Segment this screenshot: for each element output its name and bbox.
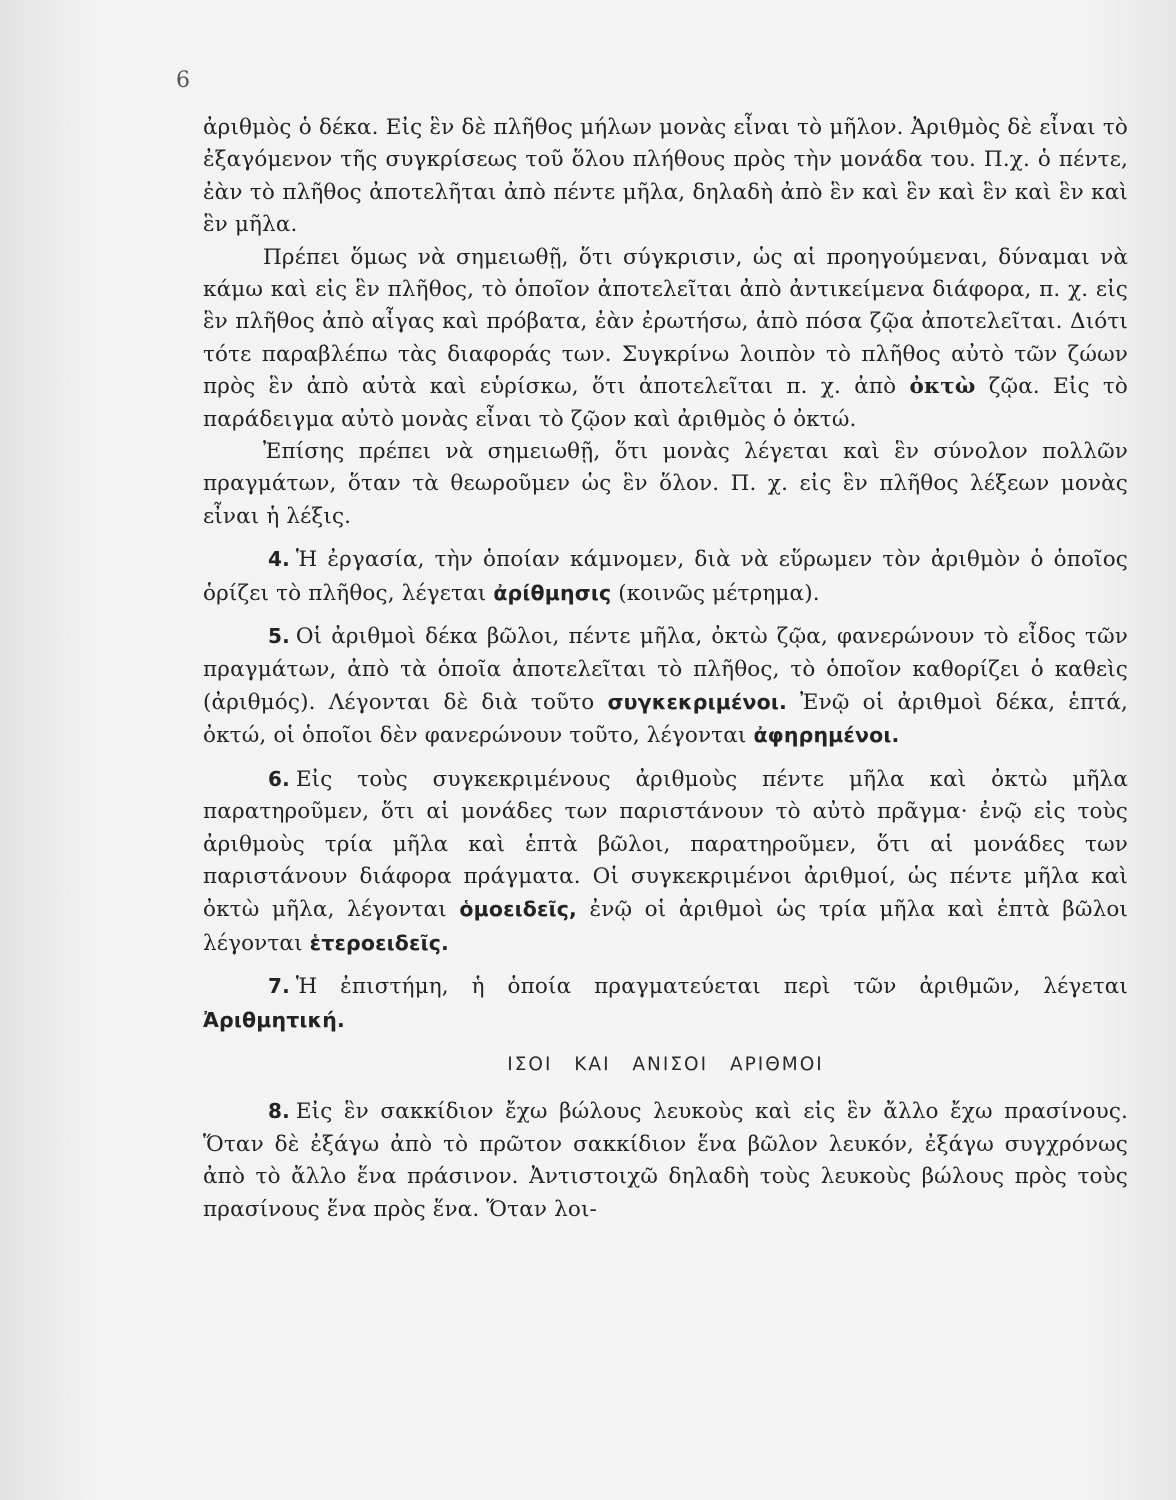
intro-text: ἀριθμὸς ὁ δέκα. Εἰς ἓν δὲ πλῆθος μήλων μονὰς εἶναι τὸ μῆλον. Ἀριθμὸς δὲ εἶναι τὸ ἐξαγόμενον τῆς συγκρίσεως τοῦ ὅλου πλήθους πρὸς τὴν μονάδα του. Π.χ. ὁ πέντε, ἐὰν τὸ πλῆθος ἀποτελῆται ἀπὸ πέντε μῆλα, δηλαδὴ ἀπὸ ἓν καὶ ἓν καὶ ἓν καὶ ἓν καὶ ἓν μῆλα.: [203, 115, 1128, 238]
section-7-text: Ἡ ἐπιστήμη, ἡ ὁποία πραγματεύεται περὶ τῶν ἀριθμῶν, λέγεται: [295, 974, 1128, 1000]
section-8: [203, 1095, 1128, 1226]
section-6-text: Εἰς τοὺς συγκεκριμένους ἀριθμοὺς πέντε μῆλα καὶ ὀκτὼ μῆλα παρατηροῦμεν, ὅτι αἱ μονάδες των παριστάνουν τὸ αὐτὸ πρᾶγμα· ἐνῷ εἰς τοὺς ἀριθμοὺς τρία μῆλα καὶ ἑπτὰ βῶλοι, παρατηροῦμεν, ὅτι αἱ μονάδες των παριστάνουν διάφορα πράγματα. Οἱ συγκεκριμένοι ἀριθμοί, ὡς πέντε μῆλα καὶ ὀκτὼ μῆλα, λέγονται: [203, 766, 1128, 923]
note-text-start: Πρέπει ὅμως νὰ σημειωθῇ, ὅτι σύγκρισιν, ὡς αἱ προηγούμεναι, δύναμαι νὰ κάμω καὶ εἰς ἓν πλῆθος, τὸ ὁποῖον ἀποτελεῖται ἀπὸ ἀντικείμενα διάφορα, π. χ. εἰς ἓν πλῆθος ἀπὸ αἶγας καὶ πρόβατα, ἐὰν ἐρωτήσω, ἀπὸ πόσα ζῷα ἀποτελεῖται. Διότι τότε παραβλέπω τὰς διαφοράς των. Συγκρίνω λοιπὸν τὸ πλῆθος αὐτὸ τῶν ζώων πρὸς ἓν ἀπὸ αὐτὰ καὶ εὑρίσκω, ὅτι ἀποτελεῖται π. χ. ἀπὸ: [203, 244, 1128, 400]
paragraph-comparison-note: [203, 242, 1128, 436]
section-5-number: 5.: [268, 624, 290, 649]
section-4: [203, 543, 1128, 610]
page-number: 6: [176, 68, 190, 93]
term-arithmisis: ἀρίθμησις: [493, 580, 612, 605]
section-8-text: Εἰς ἓν σακκίδιον ἔχω βώλους λευκοὺς καὶ εἰς ἓν ἄλλο ἔχω πρασίνους. Ὅταν δὲ ἐξάγω ἀπὸ τὸ πρῶτον σακκίδιον ἕνα βῶλον λευκόν, ἐξάγω συγχρόνως ἀπὸ τὸ ἄλλο ἕνα πράσινον. Ἀντιστοιχῶ δηλαδὴ τοὺς λευκοὺς βώλους πρὸς τοὺς πρασίνους ἕνα πρὸς ἕνα. Ὅταν λοι-: [203, 1099, 1128, 1222]
term-omoeideis: ὁμοειδεῖς,: [459, 897, 577, 922]
note-text-end: ζῷα. Εἰς τὸ παράδειγμα αὐτὸ μονὰς εἶναι τὸ ζῷον καὶ ἀριθμὸς ὁ ὀκτώ.: [203, 374, 1129, 432]
section-4-text: Ἡ ἐργασία, τὴν ὁποίαν κάμνομεν, διὰ νὰ εὕρωμεν τὸν ἀριθμὸν ὁ ὁποῖος ὁρίζει τὸ πλῆθος, λέγεται: [203, 547, 1128, 606]
section-5-text-middle: Ἐνῷ οἱ ἀριθμοὶ δέκα, ἑπτά, ὀκτώ, οἱ ὁποῖοι δὲν φανερώνουν τοῦτο, λέγονται: [203, 689, 1129, 749]
term-eteroeideis: ἑτεροειδεῖς.: [309, 930, 449, 955]
section-heading: ΙΣΟΙ ΚΑΙ ΑΝΙΣΟΙ ΑΡΙΘΜΟΙ: [507, 1053, 824, 1075]
section-4-number: 4.: [268, 547, 290, 572]
term-afirimenoi: ἀφηρημένοι.: [753, 723, 900, 748]
term-arithmitiki: Ἀριθμητική.: [203, 1007, 345, 1032]
section-5: [203, 620, 1128, 753]
section-5-text: Οἱ ἀριθμοὶ δέκα βῶλοι, πέντε μῆλα, ὀκτὼ ζῷα, φανερώνουν τὸ εἶδος τῶν πραγμάτων, ἀπὸ τὰ ὁποῖα ἀποτελεῖται τὸ πλῆθος, τὸ ὁποῖον καθορίζει ὁ καθεὶς (ἀριθμός). Λέγονται δὲ διὰ τοῦτο: [203, 624, 1128, 715]
paragraph-unit-note: [203, 436, 1128, 533]
section-4-text-end: (κοινῶς μέτρημα).: [618, 580, 820, 606]
section-7-number: 7.: [268, 974, 290, 999]
section-6-number: 6.: [268, 766, 290, 791]
section-6-text-middle: ἐνῷ οἱ ἀριθμοὶ ὡς τρία μῆλα καὶ ἑπτὰ βῶλοι λέγονται: [203, 897, 1129, 956]
section-8-number: 8.: [268, 1099, 290, 1124]
term-synkekrimenoi: συγκεκριμένοι.: [607, 689, 787, 714]
section-7: [203, 970, 1128, 1037]
paragraph-continuation: [203, 112, 1128, 242]
emphasis-okto: ὀκτὼ: [909, 374, 976, 400]
unit-note-text: Ἐπίσης πρέπει νὰ σημειωθῇ, ὅτι μονὰς λέγεται καὶ ἓν σύνολον πολλῶν πραγμάτων, ὅταν τὰ θεωροῦμεν ὡς ἓν ὅλον. Π. χ. εἰς ἓν πλῆθος λέξεων μονὰς εἶναι ἡ λέξις.: [203, 439, 1128, 529]
section-6: [203, 763, 1128, 960]
body-text: [203, 112, 1128, 1226]
